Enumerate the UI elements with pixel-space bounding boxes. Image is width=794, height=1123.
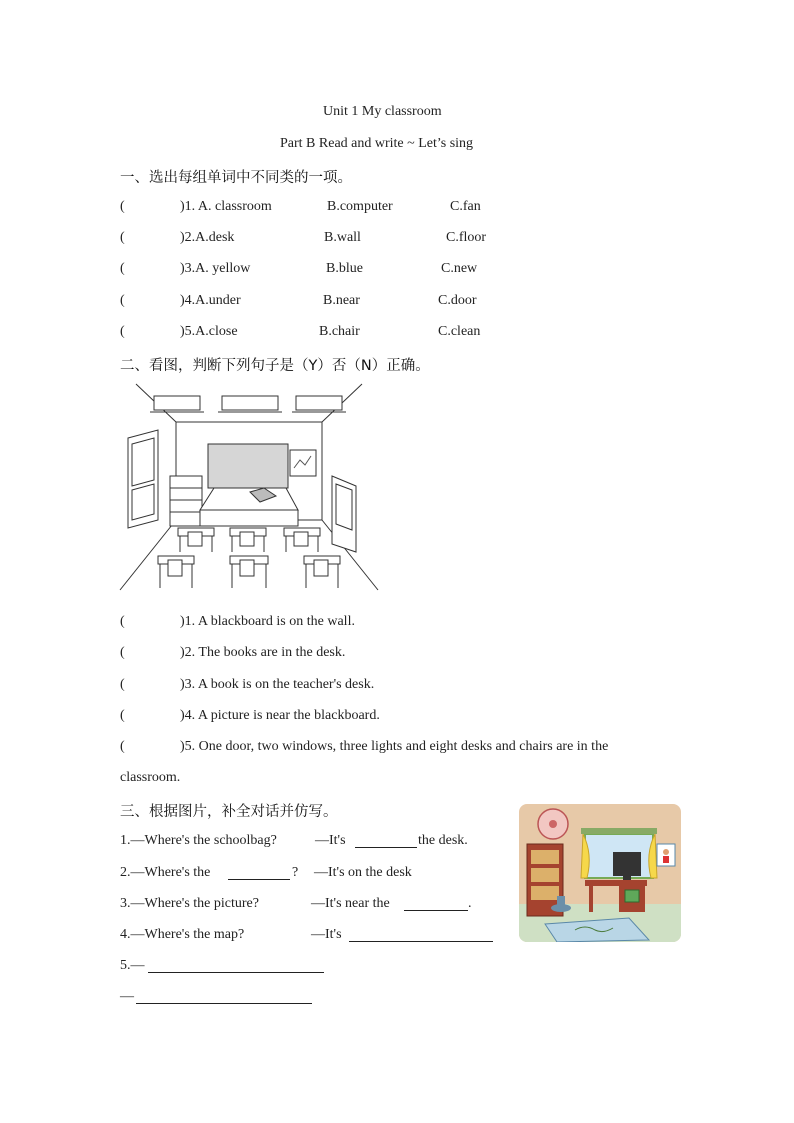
option-b: B.blue: [326, 261, 363, 276]
item-question: )3.A. yellow: [180, 261, 251, 276]
answer-3-end: .: [468, 896, 472, 911]
question-1: 1.—Where's the schoolbag?: [120, 833, 277, 848]
answer-paren[interactable]: (: [120, 645, 125, 660]
room-illustration: [519, 804, 681, 942]
question-4: 4.—Where's the map?: [120, 927, 245, 942]
classroom-illustration: [118, 380, 380, 594]
section1-heading: 一、选出每组单词中不同类的一项。: [120, 170, 352, 186]
option-c: C.new: [441, 261, 478, 276]
answer-paren[interactable]: (: [120, 293, 125, 308]
answer-5-blank[interactable]: [136, 989, 312, 1004]
answer-paren[interactable]: (: [120, 739, 125, 754]
option-c: C.floor: [446, 230, 487, 245]
section2-heading: 二、看图，判断下列句子是（Y）否（N）正确。: [120, 358, 430, 374]
answer-paren[interactable]: (: [120, 708, 125, 723]
answer-paren[interactable]: (: [120, 677, 125, 692]
item-question: )4. A picture is near the blackboard.: [180, 708, 380, 723]
answer-1-suffix: the desk.: [418, 833, 468, 848]
answer-3-prefix: —It's near the: [311, 896, 390, 911]
answer-4-blank[interactable]: [349, 927, 493, 942]
question-2: 2.—Where's the: [120, 865, 211, 880]
page-title: Unit 1 My classroom: [323, 104, 442, 119]
item-question: )2.A.desk: [180, 230, 235, 245]
option-b: B.near: [323, 293, 360, 308]
answer-4-prefix: —It's: [311, 927, 342, 942]
option-b: B.chair: [319, 324, 360, 339]
option-c: C.fan: [450, 199, 481, 214]
answer-1-blank[interactable]: [355, 833, 417, 848]
option-c: C.clean: [438, 324, 481, 339]
option-b: B.wall: [324, 230, 361, 245]
item-continuation: classroom.: [120, 770, 181, 785]
answer-1-prefix: —It's: [315, 833, 346, 848]
answer-paren[interactable]: (: [120, 324, 125, 339]
item-question: )5.A.close: [180, 324, 238, 339]
option-b: B.computer: [327, 199, 393, 214]
item-question: )1. A. classroom: [180, 199, 272, 214]
answer-paren[interactable]: (: [120, 230, 125, 245]
answer-5-prefix: —: [120, 989, 134, 1004]
question-5-prefix: 5.—: [120, 958, 145, 973]
answer-3-blank[interactable]: [404, 896, 468, 911]
question-3: 3.—Where's the picture?: [120, 896, 259, 911]
item-question: )3. A book is on the teacher's desk.: [180, 677, 375, 692]
answer-2: —It's on the desk: [314, 865, 412, 880]
option-c: C.door: [438, 293, 477, 308]
page-subtitle: Part B Read and write ~ Let’s sing: [280, 136, 474, 151]
answer-paren[interactable]: (: [120, 261, 125, 276]
item-question: )5. One door, two windows, three lights and eight desks and chairs are in the: [180, 739, 609, 754]
item-question: )4.A.under: [180, 293, 241, 308]
item-question: )2. The books are in the desk.: [180, 645, 346, 660]
question-2-end: ?: [292, 865, 299, 880]
section3-heading: 三、根据图片，补全对话并仿写。: [120, 804, 338, 820]
question-2-blank[interactable]: [228, 865, 290, 880]
answer-paren[interactable]: (: [120, 199, 125, 214]
answer-paren[interactable]: (: [120, 614, 125, 629]
item-question: )1. A blackboard is on the wall.: [180, 614, 355, 629]
question-5-blank[interactable]: [148, 958, 324, 973]
